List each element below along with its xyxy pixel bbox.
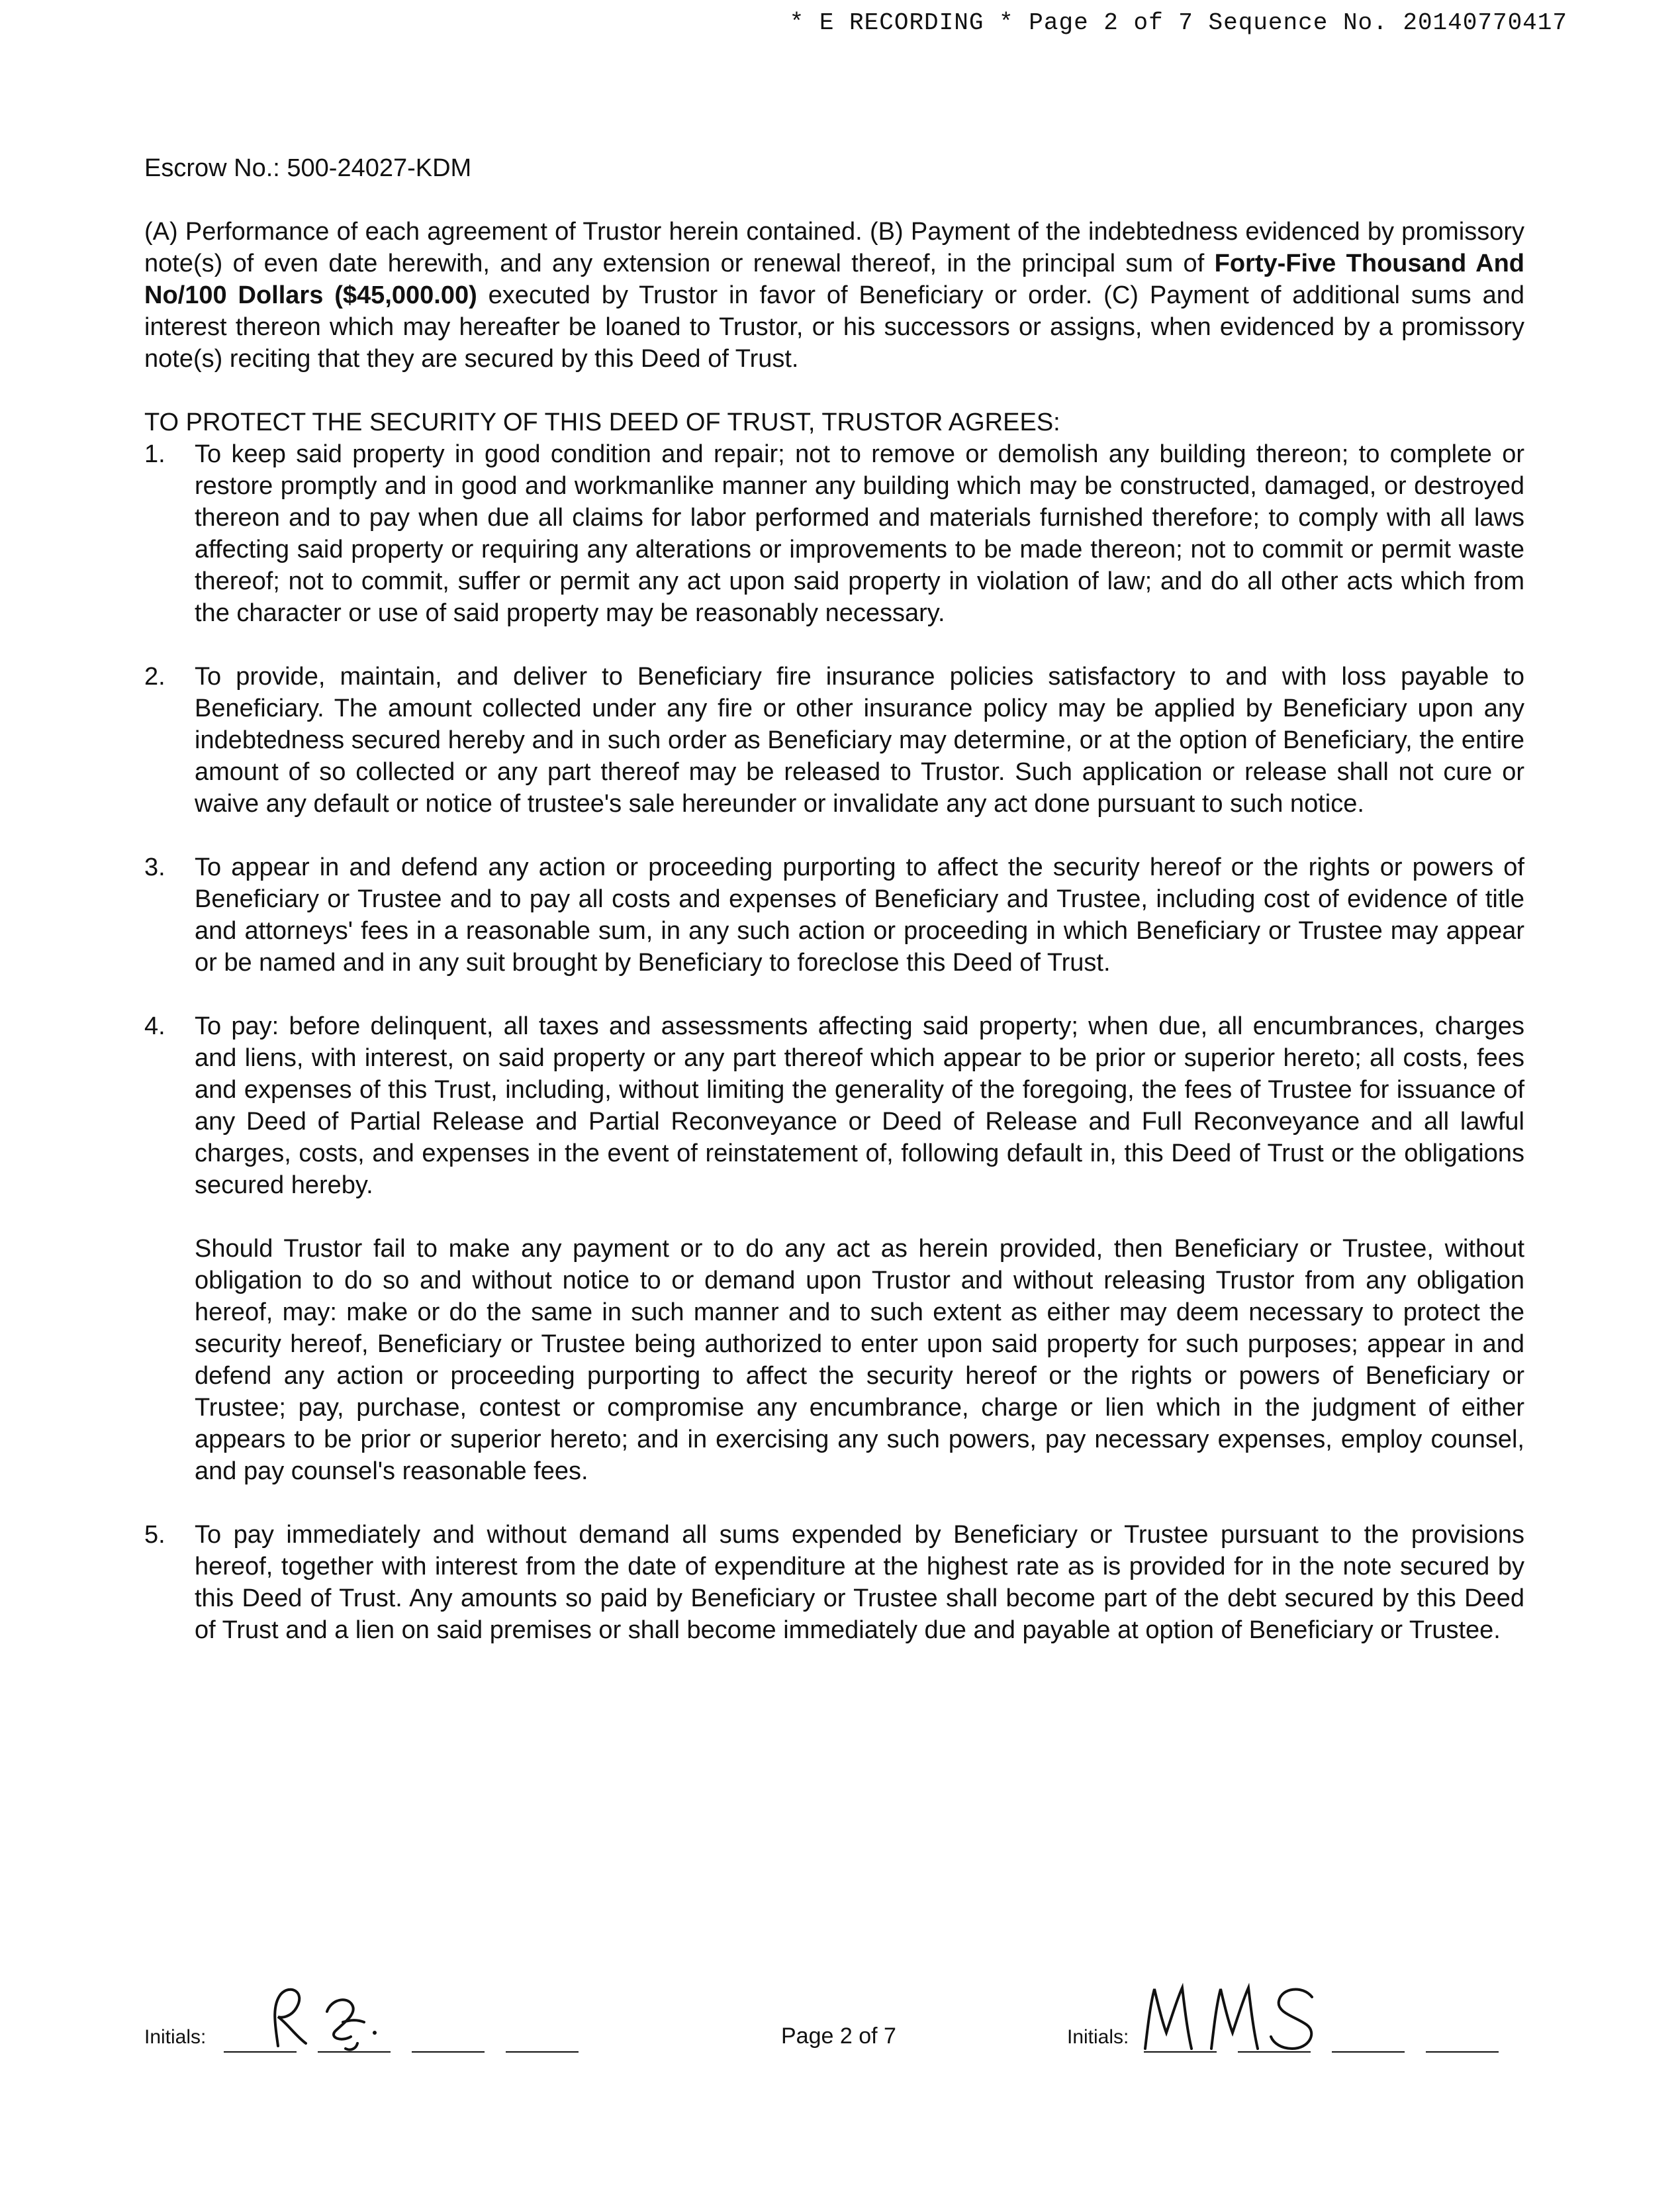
- page-footer: [0, 1980, 1680, 2059]
- intro-text-b: executed by Trustor in favor of Beneficiary or order. (C) Payment of additional sums and interest thereon which may hereafter be loaned to Trustor, or his successors or assigns, when evidenced by a promissory note(s) reciting that they are secured by this Deed of Trust.: [144, 281, 1524, 373]
- list-item: [144, 1519, 1524, 1646]
- list-item: [144, 851, 1524, 979]
- item-text: To pay: before delinquent, all taxes and assessments affecting said property; when due, all encumbrances, charges and liens, with interest, on said property or any part thereof which appear to be prior or superior hereto; all costs, fees and expenses of this Trust, including, without limiting the generality of the foregoing, the fees of Trustee for issuance of any Deed of Partial Release and Partial Reconveyance or Deed of Release and Full Reconveyance and all lawful charges, costs, and expenses in the event of reinstatement of, following default in, this Deed of Trust or the obligations secured hereby.: [195, 1012, 1524, 1199]
- principal-sum: Forty-Five Thousand And No/100 Dollars ($45,000.00): [144, 250, 1524, 309]
- protect-heading: TO PROTECT THE SECURITY OF THIS DEED OF TRUST, TRUSTOR AGREES:: [144, 409, 1060, 436]
- item-number: 4.: [144, 1012, 165, 1040]
- intro-text-a: (A) Performance of each agreement of Trustor herein contained. (B) Payment of the indebtedness evidenced by promissory note(s) of even date herewith, and any extension or renewal thereof, in the principal sum of: [144, 218, 1524, 277]
- item-text: To provide, maintain, and deliver to Beneficiary fire insurance policies satisfactory to and with loss payable to Beneficiary. The amount collected under any fire or other insurance policy may be applied by Beneficiary upon any indebtedness secured hereby and in such order as Beneficiary may determine, or at the option of Beneficiary, the entire amount of so collected or any part thereof may be released to Trustor. Such application or release shall not cure or waive any default or notice of trustee's sale hereunder or invalidate any act done pursuant to such notice.: [195, 663, 1524, 818]
- handwritten-initials-left: [258, 1980, 391, 2053]
- item-text: To keep said property in good condition and repair; not to remove or demolish any building thereon; to complete or restore promptly and in good and workmanlike manner any building which may be constructed, damaged, or destroyed thereon and to pay when due all claims for labor performed and materials furnished therefore; to comply with all laws affecting said property or requiring any alterations or improvements to be made thereon; not to commit or permit waste thereof; not to commit, suffer or permit any act upon said property in violation of law; and do all other acts which from the character or use of said property may be reasonably necessary.: [195, 440, 1524, 627]
- item-number: 5.: [144, 1521, 165, 1549]
- intro-paragraph: [144, 216, 1524, 375]
- initial-line: [1426, 2051, 1499, 2053]
- item-number: 1.: [144, 440, 165, 468]
- initial-line: [506, 2051, 579, 2053]
- item-text: To pay immediately and without demand all sums expended by Beneficiary or Trustee pursuant to the provisions hereof, together with interest from the date of expenditure at the highest rate as is provided for in the note secured by this Deed of Trust. Any amounts so paid by Beneficiary or Trustee shall become part of the debt secured by this Deed of Trust and a lien on said premises or shall become immediately due and payable at option of Beneficiary or Trustee.: [195, 1521, 1524, 1644]
- item-number: 2.: [144, 663, 165, 691]
- handwritten-initials-right: [1139, 1980, 1350, 2053]
- page-number: Page 2 of 7: [781, 2023, 896, 2049]
- recording-header: * E RECORDING * Page 2 of 7 Sequence No. 20140770417: [789, 9, 1567, 36]
- list-item: [144, 661, 1524, 820]
- item-text: To appear in and defend any action or proceeding purporting to affect the security hereof or the rights or powers of Beneficiary or Trustee and to pay all costs and expenses of Beneficiary and Trustee, including cost of evidence of title and attorneys' fees in a reasonable sum, in any such action or proceeding in which Beneficiary or Trustee may appear or be named and in any suit brought by Beneficiary to foreclose this Deed of Trust.: [195, 853, 1524, 977]
- initial-line: [412, 2051, 485, 2053]
- list-item: [144, 1010, 1524, 1487]
- document-body: [144, 152, 1524, 1646]
- item-text-continued: Should Trustor fail to make any payment or to do any act as herein provided, then Beneficiary or Trustee, without obligation to do so and without notice to or demand upon Trustor and without releasing Trustor from any obligation hereof, may: make or do the same in such manner and to such extent as either may deem necessary to protect the security hereof, Beneficiary or Trustee being authorized to enter upon said property for such purposes; appear in and defend any action or proceeding purporting to affect the security hereof or the rights or powers of Beneficiary or Trustee; pay, purchase, contest or compromise any encumbrance, charge or lien which in the judgment of either appears to be prior or superior hereto; and in exercising any such powers, pay necessary expenses, employ counsel, and pay counsel's reasonable fees.: [195, 1235, 1524, 1485]
- initials-label-left: Initials:: [144, 2026, 207, 2048]
- escrow-number: Escrow No.: 500-24027-KDM: [144, 154, 472, 182]
- item-number: 3.: [144, 853, 165, 881]
- list-item: [144, 438, 1524, 629]
- initials-label-right: Initials:: [1067, 2026, 1129, 2048]
